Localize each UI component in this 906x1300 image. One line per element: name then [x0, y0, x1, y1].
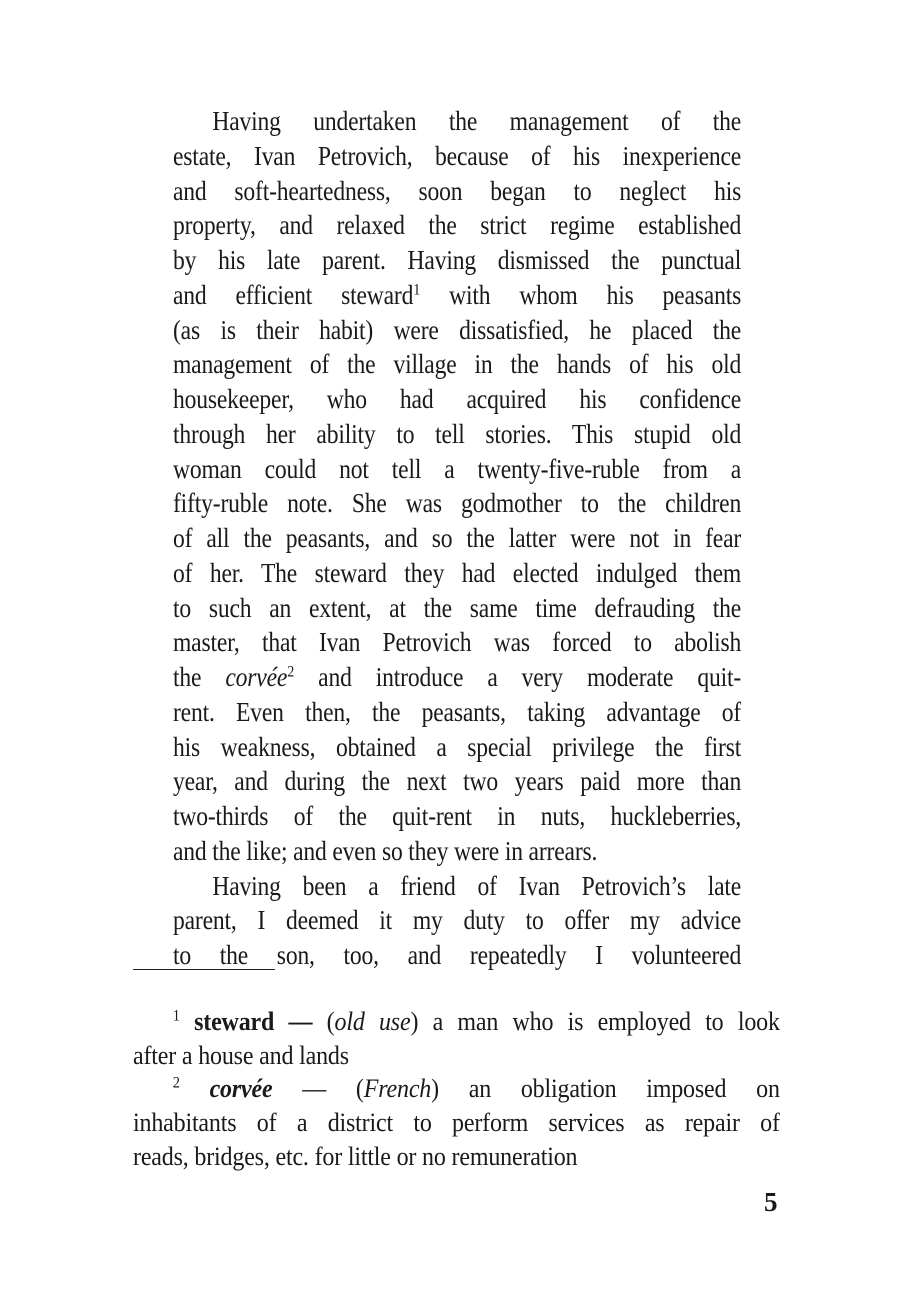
text-run: after a house and lands: [133, 1040, 349, 1070]
text-run: fifty-ruble note. She was godmother to the children: [173, 488, 742, 519]
text-run: French: [363, 1074, 432, 1104]
text-run: parent, I deemed it my duty to offer my advice: [173, 905, 742, 936]
text-line: [173, 278, 741, 313]
text-run: master, that Ivan Petrovich was forced to abolish: [173, 627, 742, 658]
text-line: [173, 313, 741, 348]
text-run: (: [312, 1007, 335, 1036]
footnotes: [133, 1005, 780, 1173]
text-run: and introduce a very moderate quit-: [294, 662, 742, 692]
text-line: [173, 695, 741, 730]
text-run: of all the peasants, and so the latter were not in fear: [173, 523, 742, 553]
text-line: [173, 243, 741, 278]
footnote-line: [133, 1039, 780, 1073]
footnote-divider: [133, 969, 275, 970]
text-run: by his late parent. Having dismissed the punctual: [173, 245, 742, 275]
text-run: [180, 1074, 210, 1103]
footnote-ref: 2: [172, 1075, 180, 1093]
footnote-line: [133, 1140, 780, 1174]
text-line: [173, 799, 741, 834]
text-line: [173, 382, 741, 417]
text-run: his weakness, obtained a special privilege the first: [173, 731, 742, 762]
text-line: [173, 139, 741, 174]
text-run: management of the village in the hands of his old: [173, 349, 742, 380]
text-run: two-thirds of the quit-rent in nuts, huckleberries,: [173, 801, 742, 831]
text-run: ) an obligation imposed on: [431, 1074, 780, 1104]
text-line: [173, 625, 741, 660]
text-run: and the like; and even so they were in arrears.: [173, 835, 598, 866]
text-run: corvée: [225, 662, 288, 692]
footnote-line: [133, 1005, 780, 1039]
text-run: inhabitants of a district to perform services as repair of: [133, 1108, 780, 1138]
text-line: [173, 903, 741, 938]
text-run: property, and relaxed the strict regime established: [173, 210, 742, 241]
text-line: [173, 104, 741, 139]
text-run: woman could not tell a twenty-five-ruble from a: [173, 453, 742, 484]
text-line: [173, 556, 741, 591]
text-run: to the son, too, and repeatedly I volunteered: [173, 940, 742, 970]
text-line: [173, 208, 741, 243]
footnote-line: [133, 1072, 780, 1106]
text-run: steward —: [194, 1007, 313, 1036]
text-run: to such an extent, at the same time defrauding the: [173, 592, 742, 623]
text-line: [173, 869, 741, 904]
text-run: the: [173, 662, 226, 692]
text-run: and soft-heartedness, soon began to neglect his: [173, 175, 742, 206]
footnote-line: [133, 1106, 780, 1140]
text-run: with whom his peasants: [420, 279, 742, 310]
text-run: ) a man who is employed to look: [410, 1007, 780, 1036]
footnote-ref: 2: [287, 662, 295, 681]
text-line: [173, 938, 741, 973]
text-line: [173, 521, 741, 556]
text-line: [173, 591, 741, 626]
text-run: reads, bridges, etc. for little or no remuneration: [133, 1141, 578, 1171]
body-text: [173, 104, 741, 973]
text-line: [173, 834, 741, 869]
text-line: [173, 486, 741, 521]
text-run: and efficient steward: [173, 279, 414, 310]
text-run: rent. Even then, the peasants, taking advantage of: [173, 696, 742, 727]
text-line: [173, 452, 741, 487]
text-run: corvée: [209, 1074, 273, 1104]
text-run: old use: [334, 1007, 411, 1036]
text-line: [173, 764, 741, 799]
page-number: 5: [764, 1187, 778, 1217]
text-run: — (: [272, 1074, 364, 1104]
text-run: [180, 1007, 194, 1036]
text-run: year, and during the next two years paid more than: [173, 766, 742, 797]
text-line: [173, 417, 741, 452]
text-run: Having been a friend of Ivan Petrovich’s late: [212, 870, 742, 901]
text-run: estate, Ivan Petrovich, because of his inexperience: [173, 140, 742, 171]
text-run: housekeeper, who had acquired his confidence: [173, 384, 742, 414]
text-run: (as is their habit) were dissatisfied, he placed the: [173, 314, 742, 345]
text-run: through her ability to tell stories. This stupid old: [173, 418, 742, 449]
footnote-ref: 1: [413, 280, 421, 299]
footnote-ref: 1: [172, 1007, 180, 1025]
text-line: [173, 730, 741, 765]
text-run: Having undertaken the management of the: [212, 106, 742, 136]
text-line: [173, 347, 741, 382]
text-line: [173, 174, 741, 209]
text-run: of her. The steward they had elected indulged them: [173, 557, 742, 588]
text-line: [173, 660, 741, 695]
